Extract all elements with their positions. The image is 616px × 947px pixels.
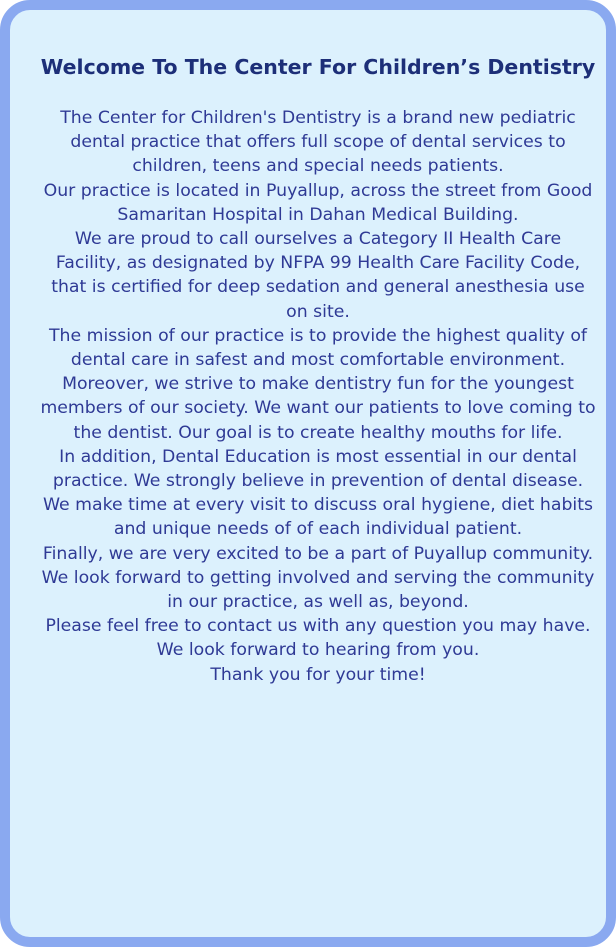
paragraph-thanks: Thank you for your time! <box>210 664 426 685</box>
paragraph-contact: Please feel free to contact us with any question you may have. We look forward to hearing from you. <box>45 616 591 661</box>
paragraph-education: In addition, Dental Education is most essential in our dental practice. We strongly believe in prevention of dental disease. We make time at every visit to discuss oral hygiene, diet habits and unique needs of of each individual patient. <box>42 446 593 540</box>
paragraph-fun: Moreover, we strive to make dentistry fun for the youngest members of our society. We want our patients to love coming to the dentist. Our goal is to create healthy mouths for life. <box>40 374 596 443</box>
paragraph-mission: The mission of our practice is to provide the highest quality of dental care in safest and most comfortable environment. <box>49 325 587 371</box>
paragraph-intro: The Center for Children's Dentistry is a brand new pediatric dental practice that offers full scope of dental services to children, teens and special needs patients. <box>60 108 576 177</box>
paragraph-location: Our practice is located in Puyallup, across the street from Good Samaritan Hospital in Dahan Medical Building. <box>43 180 593 225</box>
paragraph-facility: We are proud to call ourselves a Category II Health Care Facility, as designated by NFPA 99 Health Care Facility Code, that is certified for deep sedation and general anesthesia use on site. <box>51 229 585 322</box>
page-title: Welcome To The Center For Children’s Dentistry <box>40 55 596 79</box>
welcome-body <box>40 106 596 687</box>
paragraph-community: Finally, we are very excited to be a part of Puyallup community. We look forward to getting involved and serving the community in our practice, as well as, beyond. <box>41 543 595 613</box>
